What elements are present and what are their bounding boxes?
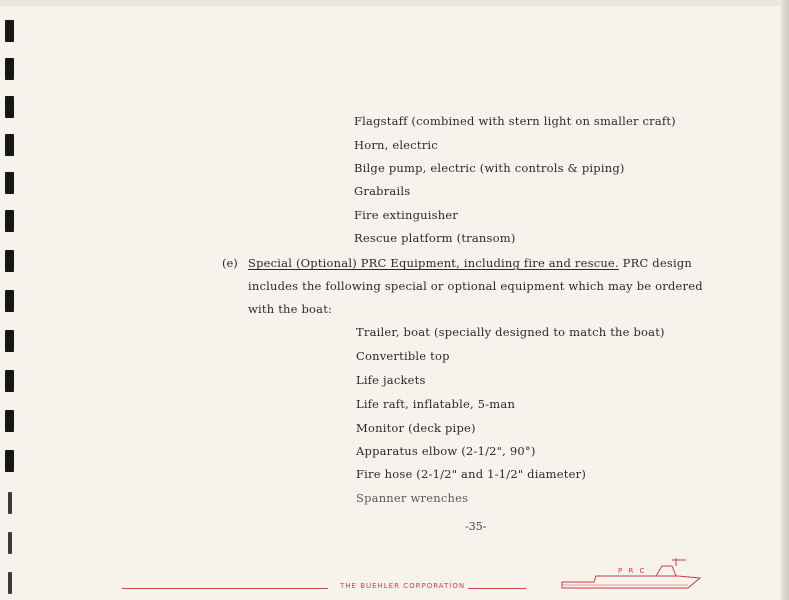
list-item: Fire extinguisher (354, 208, 459, 222)
binding-hole (8, 492, 12, 514)
list-item: Rescue platform (transom) (354, 231, 516, 245)
binding-hole (8, 572, 12, 594)
section-heading-continuation: PRC design (618, 256, 693, 270)
section-heading: Special (Optional) PRC Equipment, including fire and rescue. (248, 256, 619, 270)
list-item: Trailer, boat (specially designed to match the boat) (356, 325, 665, 339)
list-item: Convertible top (356, 349, 450, 363)
page-right-edge (781, 0, 789, 600)
prc-boat-logo (560, 556, 710, 590)
list-item: Grabrails (354, 184, 411, 198)
boat-hull-outline (562, 576, 700, 588)
binding-hole (5, 20, 14, 42)
logo-text: P R C (618, 567, 647, 575)
binding-hole (5, 290, 14, 312)
footer-rule-left (122, 588, 328, 589)
binding-hole (5, 450, 14, 472)
list-item: Horn, electric (354, 138, 438, 152)
page-number: -35- (465, 520, 487, 533)
list-item: Apparatus elbow (2-1/2", 90°) (356, 444, 536, 458)
page-top-shadow (0, 0, 789, 6)
boat-cabin-outline (656, 566, 676, 576)
list-item: Spanner wrenches (356, 491, 469, 505)
binding-hole (5, 58, 14, 80)
list-item: Fire hose (2-1/2" and 1-1/2" diameter) (356, 467, 587, 481)
spiral-binding (0, 0, 22, 600)
binding-hole (5, 250, 14, 272)
section-marker: (e) (222, 256, 238, 270)
list-item: Flagstaff (combined with stern light on smaller craft) (354, 114, 676, 128)
binding-hole (5, 134, 14, 156)
footer-rule-right (468, 588, 526, 589)
section-heading-line (248, 256, 692, 270)
list-item: Life jackets (356, 373, 426, 387)
binding-hole (5, 172, 14, 194)
binding-hole (5, 330, 14, 352)
binding-hole (8, 532, 12, 554)
list-item: Monitor (deck pipe) (356, 421, 476, 435)
footer-company: THE BUEHLER CORPORATION (340, 582, 466, 590)
binding-hole (5, 410, 14, 432)
paragraph-line: with the boat: (248, 302, 333, 316)
binding-hole (5, 370, 14, 392)
paragraph-line: includes the following special or optional equipment which may be ordered (248, 279, 703, 293)
list-item: Bilge pump, electric (with controls & piping) (354, 161, 625, 175)
binding-hole (5, 96, 14, 118)
list-item: Life raft, inflatable, 5-man (356, 397, 516, 411)
binding-hole (5, 210, 14, 232)
